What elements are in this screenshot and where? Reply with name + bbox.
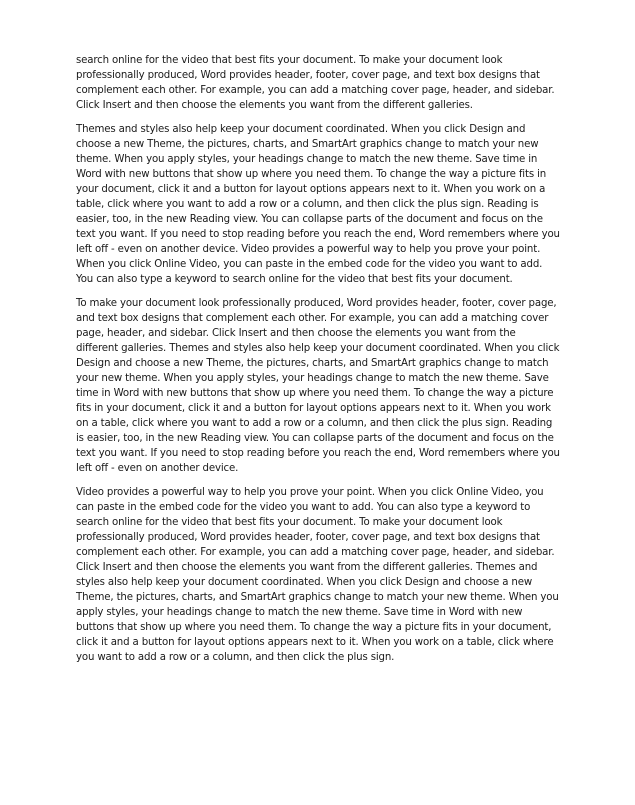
paragraph-2: Themes and styles also help keep your document coordinated. When you click Design and choose a new Theme, the pictures, charts, and SmartArt graphics change to match your new theme. When you apply styles, your headings change to match the new theme. Save time in Word with new buttons that show up where you need them. To change the way a picture fits in your document, click it and a button for layout options appears next to it. When you work on a table, click where you want to add a row or a column, and then click the plus sign. Reading is easier, too, in the new Reading view. You can collapse parts of the document and focus on the text you want. If you need to stop reading before you reach the end, Word remembers where you left off - even on another device. Video provides a powerful way to help you prove your point. When you click Online Video, you can paste in the embed code for the video you want to add. You can also type a keyword to search online for the video that best fits your document. <box>76 124 560 285</box>
paragraph-4: Video provides a powerful way to help you prove your point. When you click Online Video, you can paste in the embed code for the video you want to add. You can also type a keyword to search online for the video that best fits your document. To make your document look professionally produced, Word provides header, footer, cover page, and text box designs that complement each other. For example, you can add a matching cover page, header, and sidebar. Click Insert and then choose the elements you want from the different galleries. Themes and styles also help keep your document coordinated. When you click Design and choose a new Theme, the pictures, charts, and SmartArt graphics change to match your new theme. When you apply styles, your headings change to match the new theme. Save time in Word with new buttons that show up where you need them. To change the way a picture fits in your document, click it and a button for layout options appears next to it. When you work on a table, click where you want to add a row or a column, and then click the plus sign. <box>76 487 559 663</box>
paragraph-3: To make your document look professionally produced, Word provides header, footer, cover page, and text box designs that complement each other. For example, you can add a matching cover page, header, and sidebar. Click Insert and then choose the elements you want from the different galleries. Themes and styles also help keep your document coordinated. When you click Design and choose a new Theme, the pictures, charts, and SmartArt graphics change to match your new theme. When you apply styles, your headings change to match the new theme. Save time in Word with new buttons that show up where you need them. To change the way a picture fits in your document, click it and a button for layout options appears next to it. When you work on a table, click where you want to add a row or a column, and then click the plus sign. Reading is easier, too, in the new Reading view. You can collapse parts of the document and focus on the text you want. If you need to stop reading before you reach the end, Word remembers where you left off - even on another device. <box>76 298 560 474</box>
document-body <box>76 53 560 674</box>
paragraph-1: search online for the video that best fits your document. To make your document look professionally produced, Word provides header, footer, cover page, and text box designs that complement each other. For example, you can add a matching cover page, header, and sidebar. Click Insert and then choose the elements you want from the different galleries. <box>76 55 555 111</box>
